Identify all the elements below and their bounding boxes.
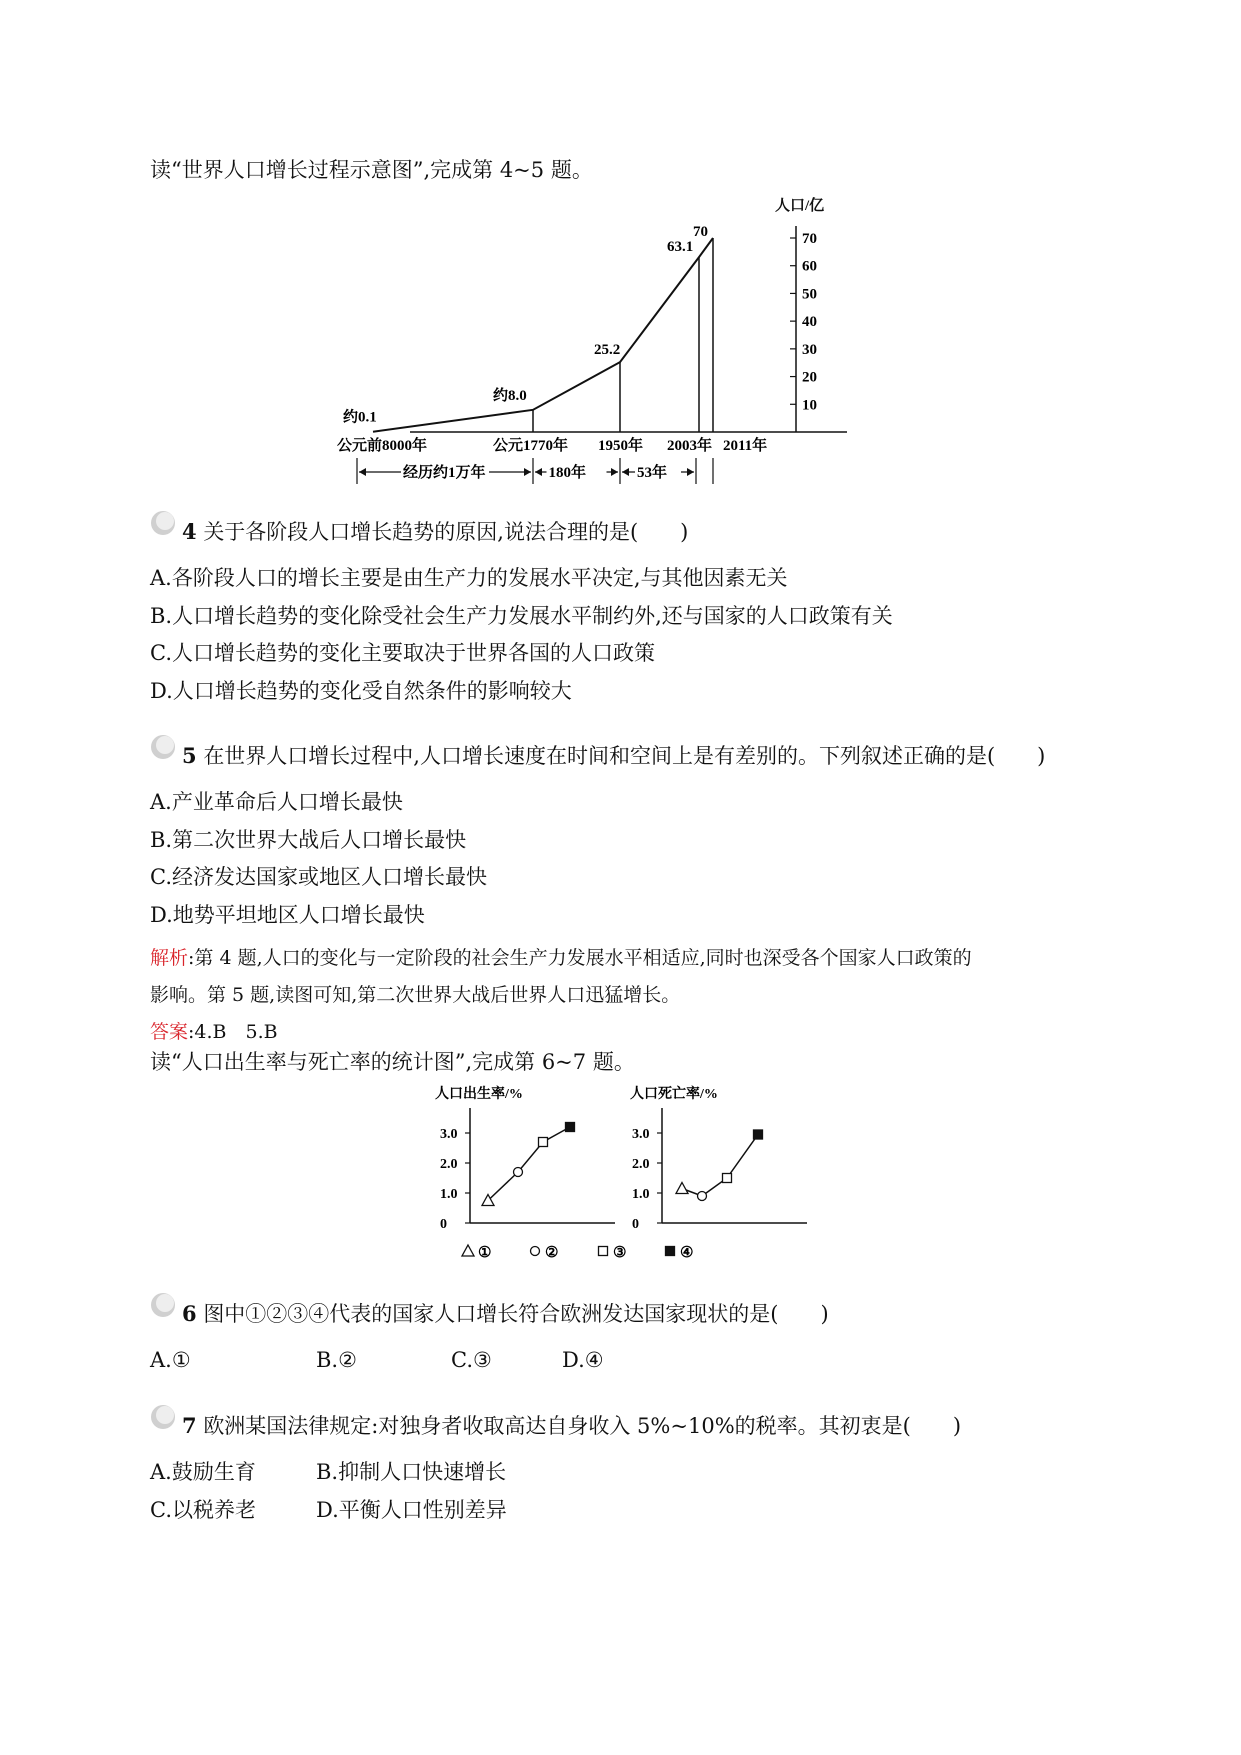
q4-option-b[interactable]: B.人口增长趋势的变化除受社会生产力发展水平制约外,还与国家的人口政策有关: [150, 604, 893, 628]
question-marker-icon: [150, 1404, 176, 1430]
q7-option-d[interactable]: D.平衡人口性别差异: [316, 1498, 507, 1522]
analysis-line-1: [150, 943, 972, 970]
rate-line: [682, 1135, 758, 1197]
filled-square-marker: [666, 1247, 675, 1256]
circle-marker: [531, 1247, 540, 1256]
intro-text-1: 读“世界人口增长过程示意图”,完成第 4~5 题。: [150, 158, 593, 182]
birth-death-rate-charts: [420, 1078, 820, 1268]
legend-label: ④: [680, 1245, 694, 1261]
q6-option-a[interactable]: A.①: [150, 1348, 191, 1372]
question-7-stem: [182, 1410, 961, 1440]
q5-option-c[interactable]: C.经济发达国家或地区人口增长最快: [150, 865, 487, 889]
rate-y-tick-label: 3.0: [440, 1127, 458, 1142]
analysis-line-2: 影响。第 5 题,读图可知,第二次世界大战后世界人口迅猛增长。: [150, 984, 681, 1006]
chart1-x-label: 公元1770年: [493, 438, 569, 454]
question-5-stem: [182, 740, 1045, 770]
chart1-x-label: 1950年: [598, 438, 644, 454]
q7-option-a[interactable]: A.鼓励生育: [150, 1460, 256, 1484]
q4-option-a[interactable]: A.各阶段人口的增长主要是由生产力的发展水平决定,与其他因素无关: [150, 566, 788, 590]
triangle-marker: [462, 1245, 474, 1256]
interval-arrowhead: [535, 468, 542, 476]
data-label: 约8.0: [493, 387, 527, 404]
rate-y-tick-label: 2.0: [632, 1157, 650, 1172]
question-5-text: 在世界人口增长过程中,人口增长速度在时间和空间上是有差别的。下列叙述正确的是( ): [203, 744, 1046, 768]
chart1-x-label: 2003年: [667, 438, 713, 454]
question-marker-icon: [150, 1292, 176, 1318]
question-marker-icon: [150, 734, 176, 760]
question-6-text: 图中①②③④代表的国家人口增长符合欧洲发达国家现状的是( ): [203, 1302, 829, 1326]
rate-y-tick-label: 1.0: [632, 1187, 650, 1202]
analysis-text-1: :第 4 题,人口的变化与一定阶段的社会生产力发展水平相适应,同时也深受各个国家人口政策的: [188, 947, 972, 969]
answer-line: [150, 1017, 278, 1044]
interval-label: 180年: [548, 465, 587, 481]
question-marker-icon: [150, 510, 176, 536]
analysis-label: 解析: [150, 947, 189, 969]
circle-marker: [514, 1168, 523, 1177]
q6-option-c[interactable]: C.③: [451, 1348, 492, 1372]
chart1-y-tick-label: 20: [802, 369, 817, 386]
chart1-y-tick-label: 70: [802, 231, 817, 247]
q4-option-c[interactable]: C.人口增长趋势的变化主要取决于世界各国的人口政策: [150, 641, 655, 665]
chart1-y-tick-label: 60: [802, 258, 817, 275]
legend-label: ③: [613, 1245, 627, 1261]
rate-y-tick-label: 0: [440, 1217, 447, 1232]
filled-square-marker: [754, 1130, 763, 1139]
legend-label: ②: [545, 1245, 559, 1261]
death-rate-ylabel: 人口死亡率/%: [630, 1087, 718, 1102]
q5-option-a[interactable]: A.产业革命后人口增长最快: [150, 790, 403, 814]
data-label: 约0.1: [343, 409, 377, 426]
question-4-stem: [182, 516, 688, 546]
q6-option-d[interactable]: D.④: [562, 1348, 604, 1372]
world-population-chart: [337, 192, 860, 482]
chart1-y-tick-label: 30: [802, 341, 817, 358]
population-line: [373, 238, 713, 432]
square-marker: [599, 1247, 608, 1256]
chart1-x-label: 2011年: [723, 438, 768, 454]
question-6-stem: [182, 1298, 829, 1328]
question-5-number: 5: [182, 743, 197, 768]
interval-arrowhead: [622, 468, 629, 476]
triangle-marker: [676, 1183, 688, 1194]
data-label: 70: [693, 224, 708, 240]
rate-y-tick-label: 0: [632, 1217, 639, 1232]
q7-option-c[interactable]: C.以税养老: [150, 1498, 256, 1522]
chart1-y-tick-label: 50: [802, 286, 817, 303]
rate-y-tick-label: 1.0: [440, 1187, 458, 1202]
question-4-text: 关于各阶段人口增长趋势的原因,说法合理的是( ): [203, 520, 689, 544]
interval-label: 53年: [637, 465, 668, 481]
interval-arrowhead: [359, 468, 366, 476]
square-marker: [723, 1174, 732, 1183]
rate-line: [488, 1127, 570, 1201]
interval-arrowhead: [611, 468, 618, 476]
answer-label: 答案: [150, 1021, 189, 1043]
chart1-y-tick-label: 10: [802, 397, 817, 414]
q7-option-b[interactable]: B.抑制人口快速增长: [316, 1460, 507, 1484]
chart1-ylabel: 人口/亿: [775, 198, 825, 214]
interval-label: 经历约1万年: [403, 465, 486, 481]
rate-y-tick-label: 2.0: [440, 1157, 458, 1172]
birth-rate-ylabel: 人口出生率/%: [435, 1087, 523, 1102]
question-7-number: 7: [182, 1413, 197, 1438]
q5-option-b[interactable]: B.第二次世界大战后人口增长最快: [150, 828, 467, 852]
chart1-y-tick-label: 40: [802, 314, 817, 331]
question-4-number: 4: [182, 519, 197, 544]
intro-text-2: 读“人口出生率与死亡率的统计图”,完成第 6~7 题。: [150, 1050, 635, 1074]
interval-arrowhead: [524, 468, 531, 476]
square-marker: [539, 1138, 548, 1147]
q6-option-b[interactable]: B.②: [316, 1348, 357, 1372]
interval-arrowhead: [687, 468, 694, 476]
legend-label: ①: [478, 1245, 492, 1261]
rate-y-tick-label: 3.0: [632, 1127, 650, 1142]
data-label: 63.1: [667, 239, 694, 256]
question-6-number: 6: [182, 1301, 197, 1326]
q4-option-d[interactable]: D.人口增长趋势的变化受自然条件的影响较大: [150, 679, 572, 703]
answer-text: :4.B 5.B: [188, 1021, 278, 1043]
q5-option-d[interactable]: D.地势平坦地区人口增长最快: [150, 903, 425, 927]
question-7-text: 欧洲某国法律规定:对独身者收取高达自身收入 5%~10%的税率。其初衷是( ): [203, 1414, 962, 1438]
data-label: 25.2: [594, 342, 621, 359]
circle-marker: [698, 1192, 707, 1201]
filled-square-marker: [566, 1123, 575, 1132]
chart1-x-label: 公元前8000年: [337, 438, 428, 454]
